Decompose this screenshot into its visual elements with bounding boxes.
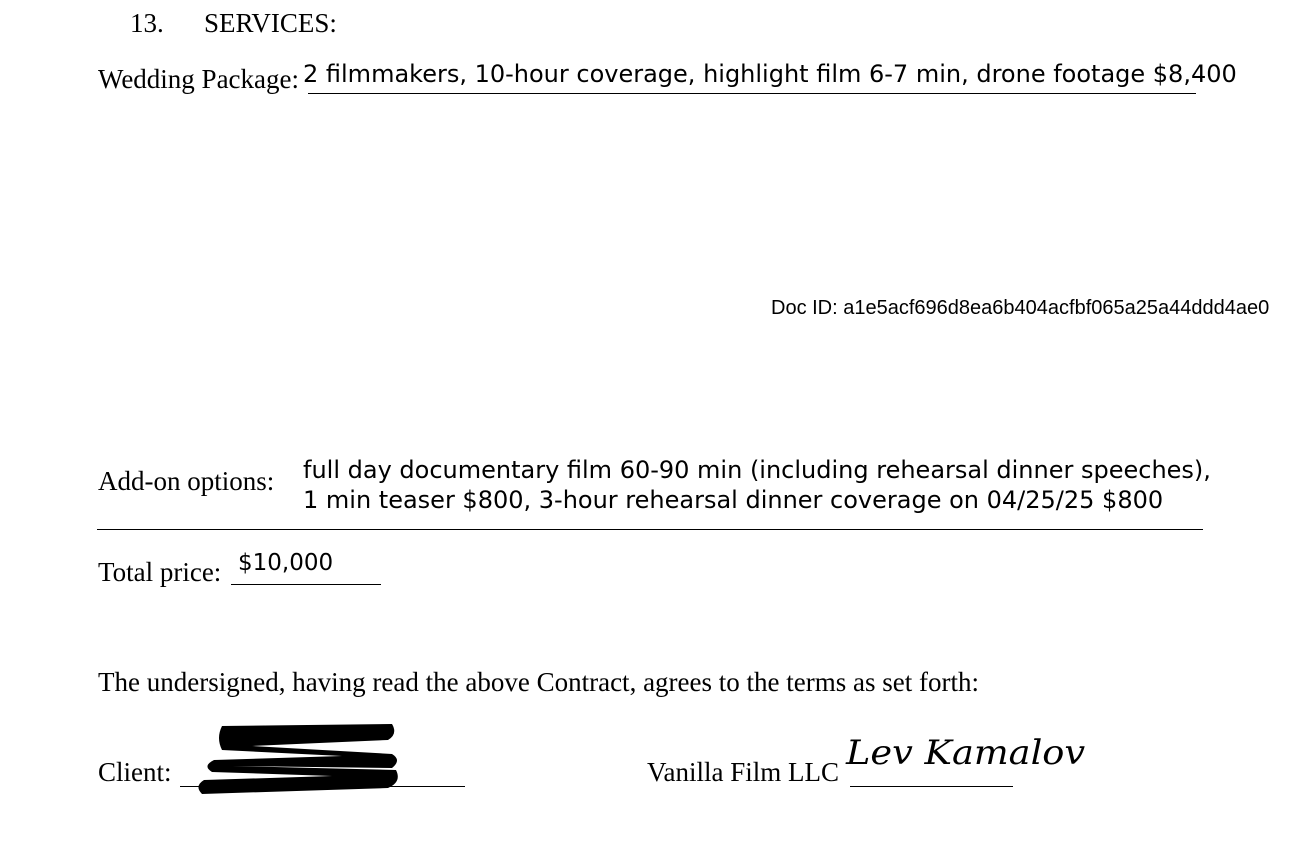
doc-id: Doc ID: a1e5acf696d8ea6b404acfbf065a25a44ddd4ae0 [771,297,1270,319]
company-label: Vanilla Film LLC [647,757,839,787]
wedding-package-value: 2 filmmakers, 10-hour coverage, highlight film 6-7 min, drone footage $8,400 [303,60,1237,88]
total-price-label: Total price: [98,557,222,587]
addon-line-1: full day documentary film 60-90 min (including rehearsal dinner speeches), [303,456,1211,484]
section-title: SERVICES: [204,8,337,38]
wedding-package-label: Wedding Package: [98,64,300,94]
client-label: Client: [98,757,172,787]
section-number: 13. [130,8,164,38]
total-price-value: $10,000 [238,550,334,576]
addon-underline [97,529,1203,530]
total-price-underline [231,584,381,585]
client-signature-redaction [192,720,412,800]
company-signature: Lev Kamalov [846,733,1086,773]
addon-label: Add-on options: [98,466,275,496]
wedding-package-underline [308,93,1196,94]
addon-line-2: 1 min teaser $800, 3-hour rehearsal dinner coverage on 04/25/25 $800 [303,486,1164,514]
agreement-text: The undersigned, having read the above Contract, agrees to the terms as set forth: [98,667,979,697]
company-signature-line [850,786,1013,787]
